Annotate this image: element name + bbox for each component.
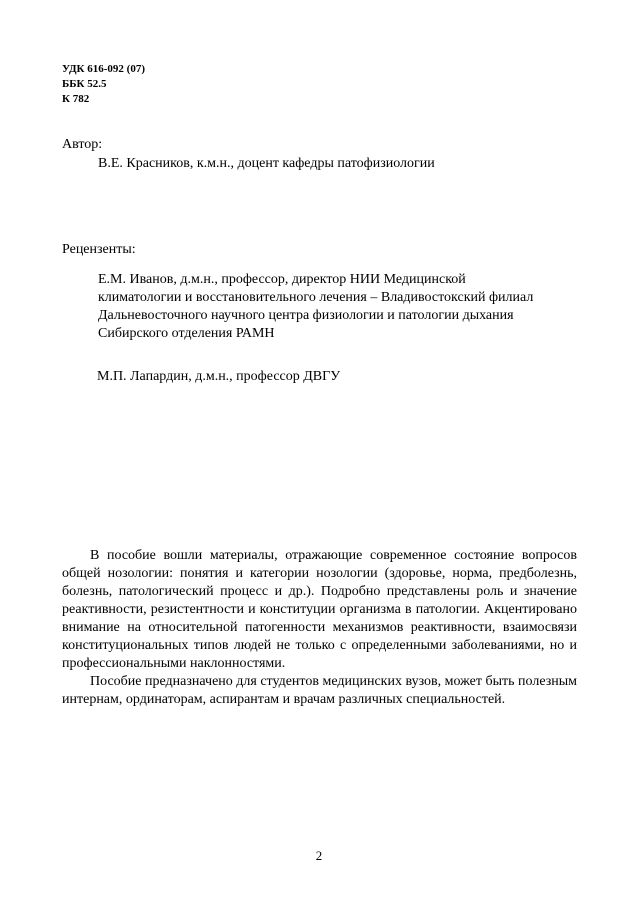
reviewer-line: Дальневосточного научного центра физиологии и патологии дыхания <box>98 308 514 323</box>
author-line: В.Е. Красников, к.м.н., доцент кафедры патофизиологии <box>98 156 435 171</box>
classification-codes <box>62 62 145 107</box>
reviewer-entry <box>97 368 340 386</box>
author-mark: К 782 <box>62 93 90 105</box>
reviewers-label: Рецензенты: <box>62 242 136 257</box>
reviewer-line: климатологии и восстановительного лечения – Владивостокский филиал <box>98 290 534 305</box>
reviewer-entry <box>98 271 533 343</box>
annotation-paragraph: В пособие вошли материалы, отражающие современное состояние вопросов общей нозологии: понятия и категории нозологии (здоровье, норма, предболезнь, болезнь, патологический процесс и др.). Подробно представлены роль и значение реактивности, резистентности и конституции организма в патологии. Акцентировано внимание на относительной патогенности механизмов реактивности, взаимосвязи конституциональных типов людей не только с определенными заболеваниями, но и профессиональными наклонностями. <box>62 548 577 671</box>
bbk-code: ББК 52.5 <box>62 78 107 90</box>
reviewer-line: Сибирского отделения РАМН <box>98 326 275 341</box>
reviewer-line: Е.М. Иванов, д.м.н., профессор, директор НИИ Медицинской <box>98 272 466 287</box>
annotation-text <box>62 547 577 709</box>
page-number: 2 <box>315 848 323 863</box>
annotation-paragraph: Пособие предназначено для студентов медицинских вузов, может быть полезным интернам, ординаторам, аспирантам и врачам различных специальностей. <box>62 674 577 707</box>
reviewer-line: М.П. Лапардин, д.м.н., профессор ДВГУ <box>97 369 341 384</box>
udk-code: УДК 616-092 (07) <box>62 63 145 75</box>
author-label: Автор: <box>62 137 103 152</box>
